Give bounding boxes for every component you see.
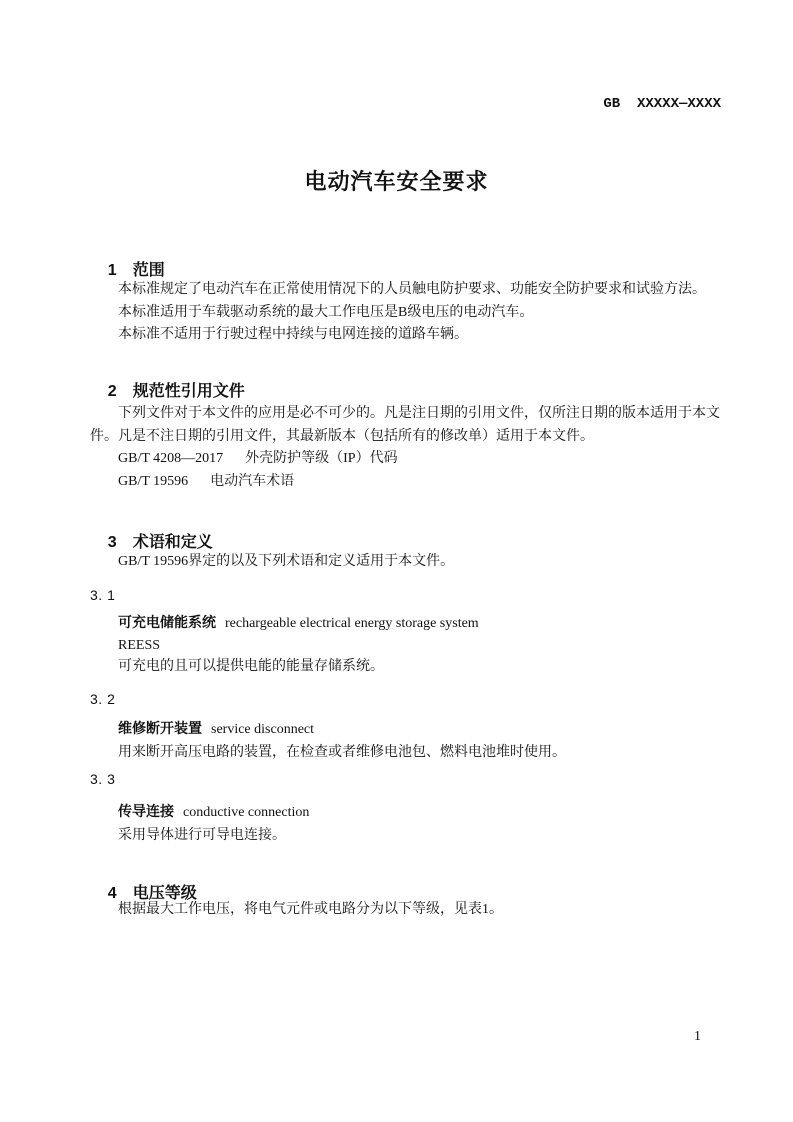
- clause-3-3-number: 3. 3: [90, 771, 116, 787]
- section-3-title: 术语和定义: [132, 534, 213, 551]
- section-4-title: 电压等级: [132, 885, 197, 902]
- reference-title: 电动汽车术语: [210, 473, 295, 489]
- reference-code: GB/T 19596: [118, 473, 189, 489]
- reference-title: 外壳防护等级（IP）代码: [245, 451, 398, 466]
- paragraph: 本标准不适用于行驶过程中持续与电网连接的道路车辆。: [118, 327, 468, 342]
- section-1-title: 范围: [132, 262, 165, 279]
- term-definition: 可充电的且可以提供电能的能量存储系统。: [118, 659, 384, 674]
- term-zh: 传导连接: [118, 803, 174, 819]
- section-1-number: 1: [107, 262, 117, 279]
- section-4-body: [90, 899, 722, 922]
- section-4-number: 4: [107, 885, 117, 902]
- term-definition: 用来断开高压电路的装置，在检查或者维修电池包、燃料电池堆时使用。: [118, 744, 566, 760]
- term-line: [118, 800, 722, 825]
- reference-item: [90, 471, 722, 494]
- section-1-body: [90, 279, 722, 347]
- reference-item: [90, 448, 722, 471]
- clause-3-1-number: 3. 1: [90, 587, 116, 603]
- paragraph: 下列文件对于本文件的应用是必不可少的。凡是注日期的引用文件，仅所注日期的版本适用于本文件。凡是不注日期的引用文件，其最新版本（包括所有的修改单）适用于本文件。: [90, 406, 720, 444]
- term-abbreviation: REESS: [118, 637, 161, 653]
- term-en: rechargeable electrical energy storage system: [225, 616, 479, 631]
- term-3-2: [118, 717, 722, 764]
- reference-code: GB/T 4208—2017: [118, 451, 224, 466]
- term-line: [118, 717, 722, 742]
- term-en: conductive connection: [183, 805, 310, 820]
- section-3-intro: [90, 551, 722, 574]
- paragraph: 根据最大工作电压，将电气元件或电路分为以下等级，见表1。: [118, 902, 503, 917]
- term-3-3: [118, 800, 722, 847]
- page-number: 1: [694, 1029, 701, 1044]
- clause-3-2-number: 3. 2: [90, 691, 116, 707]
- doc-code: GB XXXXX—XXXX: [603, 96, 721, 112]
- term-definition: 采用导体进行可导电连接。: [118, 827, 286, 843]
- doc-title: 电动汽车安全要求: [304, 169, 489, 194]
- section-2-title: 规范性引用文件: [132, 383, 245, 400]
- term-zh: 可充电储能系统: [118, 614, 216, 630]
- section-3-number: 3: [107, 534, 117, 551]
- paragraph: 本标准适用于车载驱动系统的最大工作电压是B级电压的电动汽车。: [118, 304, 534, 320]
- term-3-1: [118, 612, 722, 678]
- paragraph: GB/T 19596界定的以及下列术语和定义适用于本文件。: [118, 554, 455, 569]
- section-2-number: 2: [107, 383, 117, 400]
- term-line: [118, 612, 722, 635]
- paragraph: 本标准规定了电动汽车在正常使用情况下的人员触电防护要求、功能安全防护要求和试验方法。: [118, 282, 706, 297]
- section-2-body: [90, 403, 722, 493]
- term-zh: 维修断开装置: [118, 720, 202, 736]
- term-en: service disconnect: [211, 722, 315, 737]
